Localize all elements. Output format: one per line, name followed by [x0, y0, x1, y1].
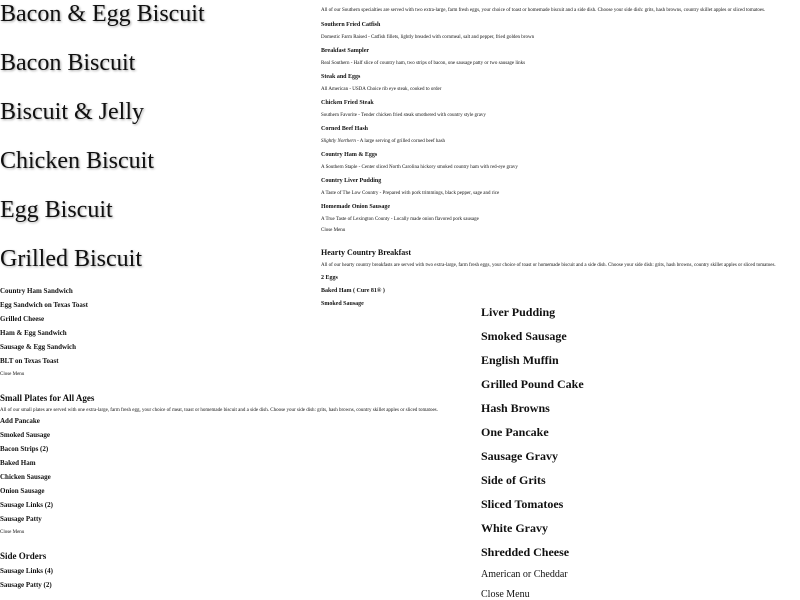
menu-item[interactable]: One Pancake: [481, 425, 549, 439]
close-menu-link[interactable]: Close Menu: [0, 372, 25, 377]
close-menu-link[interactable]: Close Menu: [321, 228, 346, 233]
close-menu-link[interactable]: Close Menu: [0, 530, 25, 535]
menu-item-title[interactable]: Bacon & Egg Biscuit: [0, 1, 205, 27]
menu-item[interactable]: Sausage & Egg Sandwich: [0, 343, 77, 351]
middle-menu-column: [321, 0, 799, 307]
menu-item[interactable]: Breakfast Sampler: [321, 48, 370, 54]
menu-item[interactable]: Sausage Links (2): [0, 501, 53, 509]
menu-item-title[interactable]: Egg Biscuit: [0, 197, 113, 223]
section-title-side-orders: Side Orders: [0, 551, 47, 561]
menu-item[interactable]: Sausage Links (4): [0, 567, 53, 575]
menu-item[interactable]: Baked Ham ( Cure 81® ): [321, 288, 385, 294]
menu-item[interactable]: Sausage Patty (2): [0, 581, 52, 589]
menu-item[interactable]: Country Ham Sandwich: [0, 287, 73, 295]
menu-item[interactable]: Sliced Tomatoes: [481, 497, 564, 511]
menu-item-option: American or Cheddar: [481, 569, 568, 580]
menu-item-description-emphasis: Slightly Northern: [321, 139, 356, 144]
menu-item[interactable]: Sausage Patty: [0, 515, 42, 523]
menu-item[interactable]: Country Liver Pudding: [321, 178, 382, 184]
menu-item[interactable]: Smoked Sausage: [321, 301, 364, 307]
menu-item-description: A True Taste of Lexington County - Locally made onion flavored pork sausage: [321, 217, 479, 222]
menu-item[interactable]: White Gravy: [481, 521, 548, 535]
menu-item[interactable]: 2 Eggs: [321, 275, 338, 281]
menu-item[interactable]: Bacon Strips (2): [0, 445, 49, 453]
menu-item[interactable]: Smoked Sausage: [0, 431, 50, 439]
menu-item[interactable]: Country Ham & Eggs: [321, 152, 378, 158]
section-title-hearty-breakfast: Hearty Country Breakfast: [321, 248, 412, 257]
menu-item[interactable]: Onion Sausage: [0, 487, 45, 495]
close-menu-link[interactable]: Close Menu: [481, 589, 530, 600]
section-description: All of our Southern specialties are served with two extra-large, farm fresh eggs, your choice of toast or homemade biscuit and a side dish. Choose your side dish: grits, hash browns, country skillet apples or sliced tomatoes.: [321, 8, 766, 13]
menu-item[interactable]: Egg Sandwich on Texas Toast: [0, 301, 88, 309]
section-title-small-plates: Small Plates for All Ages: [0, 393, 95, 403]
menu-item[interactable]: Steak and Eggs: [321, 74, 361, 80]
menu-item[interactable]: BLT on Texas Toast: [0, 357, 59, 365]
menu-item-description: A Southern Staple - Center sliced North Carolina hickory smoked country ham with red-eye gravy: [321, 165, 518, 170]
menu-item[interactable]: Grilled Cheese: [0, 315, 45, 323]
menu-item[interactable]: Chicken Fried Steak: [321, 100, 374, 106]
menu-item[interactable]: Liver Pudding: [481, 305, 556, 319]
menu-item[interactable]: English Muffin: [481, 353, 559, 367]
menu-item-description-text: - A large serving of grilled corned beef hash: [355, 139, 446, 144]
menu-item-title[interactable]: Grilled Biscuit: [0, 246, 142, 272]
section-description: All of our hearty country breakfasts are served with two extra-large, farm fresh eggs, your choice of toast or homemade biscuit and a side dish. Choose your side dish: grits, hash browns, country skillet apples or sliced tomatoes.: [321, 263, 776, 268]
menu-item[interactable]: Chicken Sausage: [0, 473, 51, 481]
menu-item-title[interactable]: Biscuit & Jelly: [0, 99, 144, 125]
section-description: All of our small plates are served with one extra-large, farm fresh egg, your choice of meat, toast or homemade biscuit and a side dish. Choose your side dish: grits, hash browns, country skillet apples or sliced tomatoes.: [0, 408, 438, 413]
menu-item[interactable]: Grilled Pound Cake: [481, 377, 584, 391]
menu-item-description: All American - USDA Choice rib eye steak, cooked to order: [321, 87, 442, 92]
menu-item-description: Southern Favorite - Tender chicken fried steak smothered with country style gravy: [321, 113, 486, 118]
menu-item-description: A Taste of The Low Country - Prepared with pork trimmings, black pepper, sage and rice: [321, 191, 500, 196]
menu-item[interactable]: Ham & Egg Sandwich: [0, 329, 67, 337]
right-menu-column: [481, 306, 800, 600]
menu-item[interactable]: Sausage Gravy: [481, 449, 559, 463]
menu-item[interactable]: Southern Fried Catfish: [321, 22, 381, 28]
menu-item-title[interactable]: Chicken Biscuit: [0, 148, 154, 174]
menu-item-description: Domestic Farm Raised - Catfish fillets, lightly breaded with cornmeal, salt and pepper, fried golden brown: [321, 35, 535, 40]
menu-item[interactable]: Corned Beef Hash: [321, 126, 368, 132]
menu-item-title[interactable]: Bacon Biscuit: [0, 50, 136, 76]
menu-item-description: Real Southern - Half slice of country ham, two strips of bacon, one sausage patty or two sausage links: [321, 61, 526, 66]
menu-item[interactable]: Homemade Onion Sausage: [321, 204, 391, 210]
menu-item[interactable]: Add Pancake: [0, 417, 40, 425]
menu-item[interactable]: Side of Grits: [481, 473, 546, 487]
menu-item[interactable]: Baked Ham: [0, 459, 36, 467]
menu-item[interactable]: Shredded Cheese: [481, 545, 570, 559]
menu-item[interactable]: Smoked Sausage: [481, 329, 567, 343]
menu-item[interactable]: Hash Browns: [481, 401, 550, 415]
